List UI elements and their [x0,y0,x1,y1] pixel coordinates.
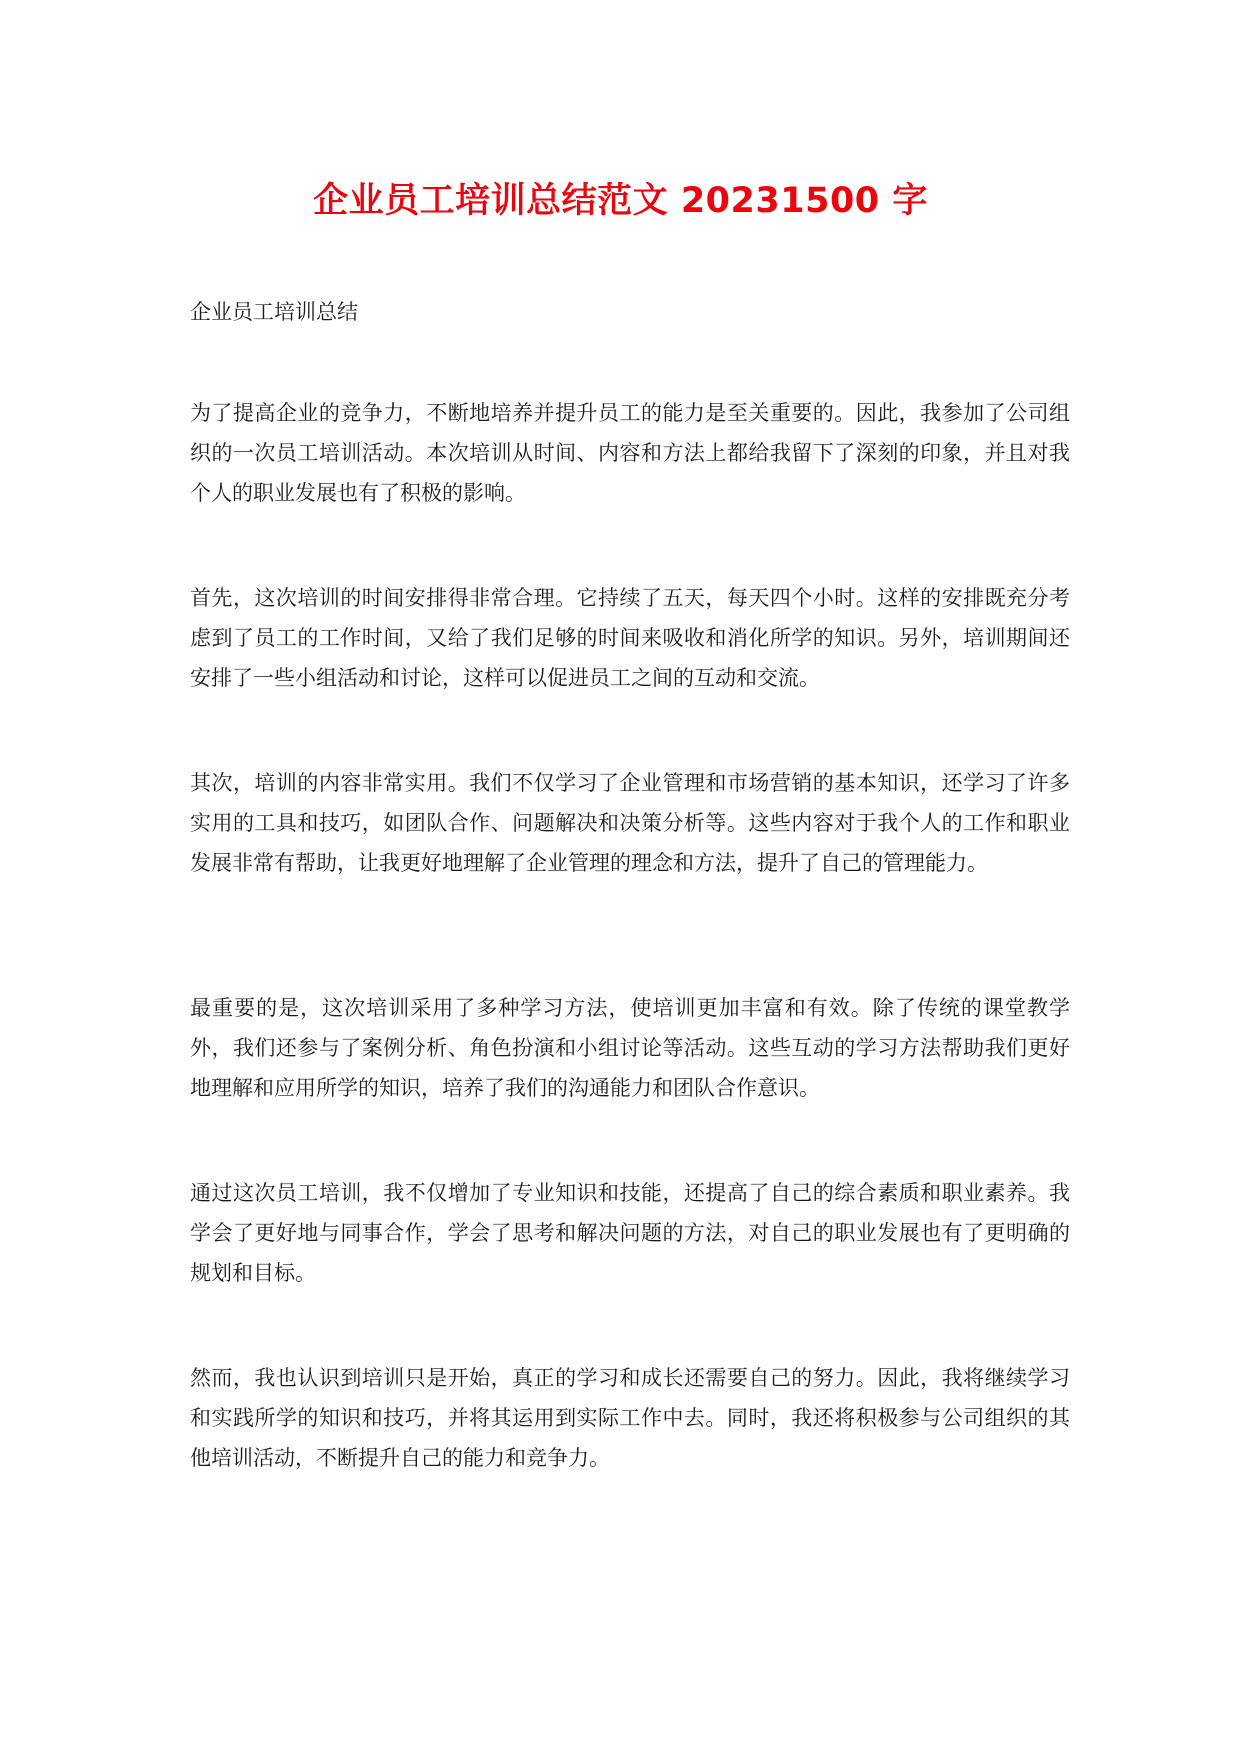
paragraph-conclusion: 然而，我也认识到培训只是开始，真正的学习和成长还需要自己的努力。因此，我将继续学习和实践所学的知识和技巧，并将其运用到实际工作中去。同时，我还将积极参与公司组织的其他培训活动，不断提升自己的能力和竞争力。 [190,1366,1070,1470]
paragraph-time: 首先，这次培训的时间安排得非常合理。它持续了五天，每天四个小时。这样的安排既充分考虑到了员工的工作时间，又给了我们足够的时间来吸收和消化所学的知识。另外，培训期间还安排了一些小组活动和讨论，这样可以促进员工之间的互动和交流。 [190,586,1070,690]
paragraph-methods: 最重要的是，这次培训采用了多种学习方法，使培训更加丰富和有效。除了传统的课堂教学外，我们还参与了案例分析、角色扮演和小组讨论等活动。这些互动的学习方法帮助我们更好地理解和应用所学的知识，培养了我们的沟通能力和团队合作意识。 [190,996,1070,1100]
document-title: 企业员工培训总结范文 20231500 字 [313,181,928,221]
paragraph-gains: 通过这次员工培训，我不仅增加了专业知识和技能，还提高了自己的综合素质和职业素养。我学会了更好地与同事合作，学会了思考和解决问题的方法，对自己的职业发展也有了更明确的规划和目标。 [190,1181,1070,1285]
paragraph-content: 其次，培训的内容非常实用。我们不仅学习了企业管理和市场营销的基本知识，还学习了许多实用的工具和技巧，如团队合作、问题解决和决策分析等。这些内容对于我个人的工作和职业发展非常有帮助，让我更好地理解了企业管理的理念和方法，提升了自己的管理能力。 [190,771,1070,875]
document-subtitle: 企业员工培训总结 [190,300,358,324]
paragraph-intro: 为了提高企业的竞争力，不断地培养并提升员工的能力是至关重要的。因此，我参加了公司组织的一次员工培训活动。本次培训从时间、内容和方法上都给我留下了深刻的印象，并且对我个人的职业发展也有了积极的影响。 [190,401,1070,505]
